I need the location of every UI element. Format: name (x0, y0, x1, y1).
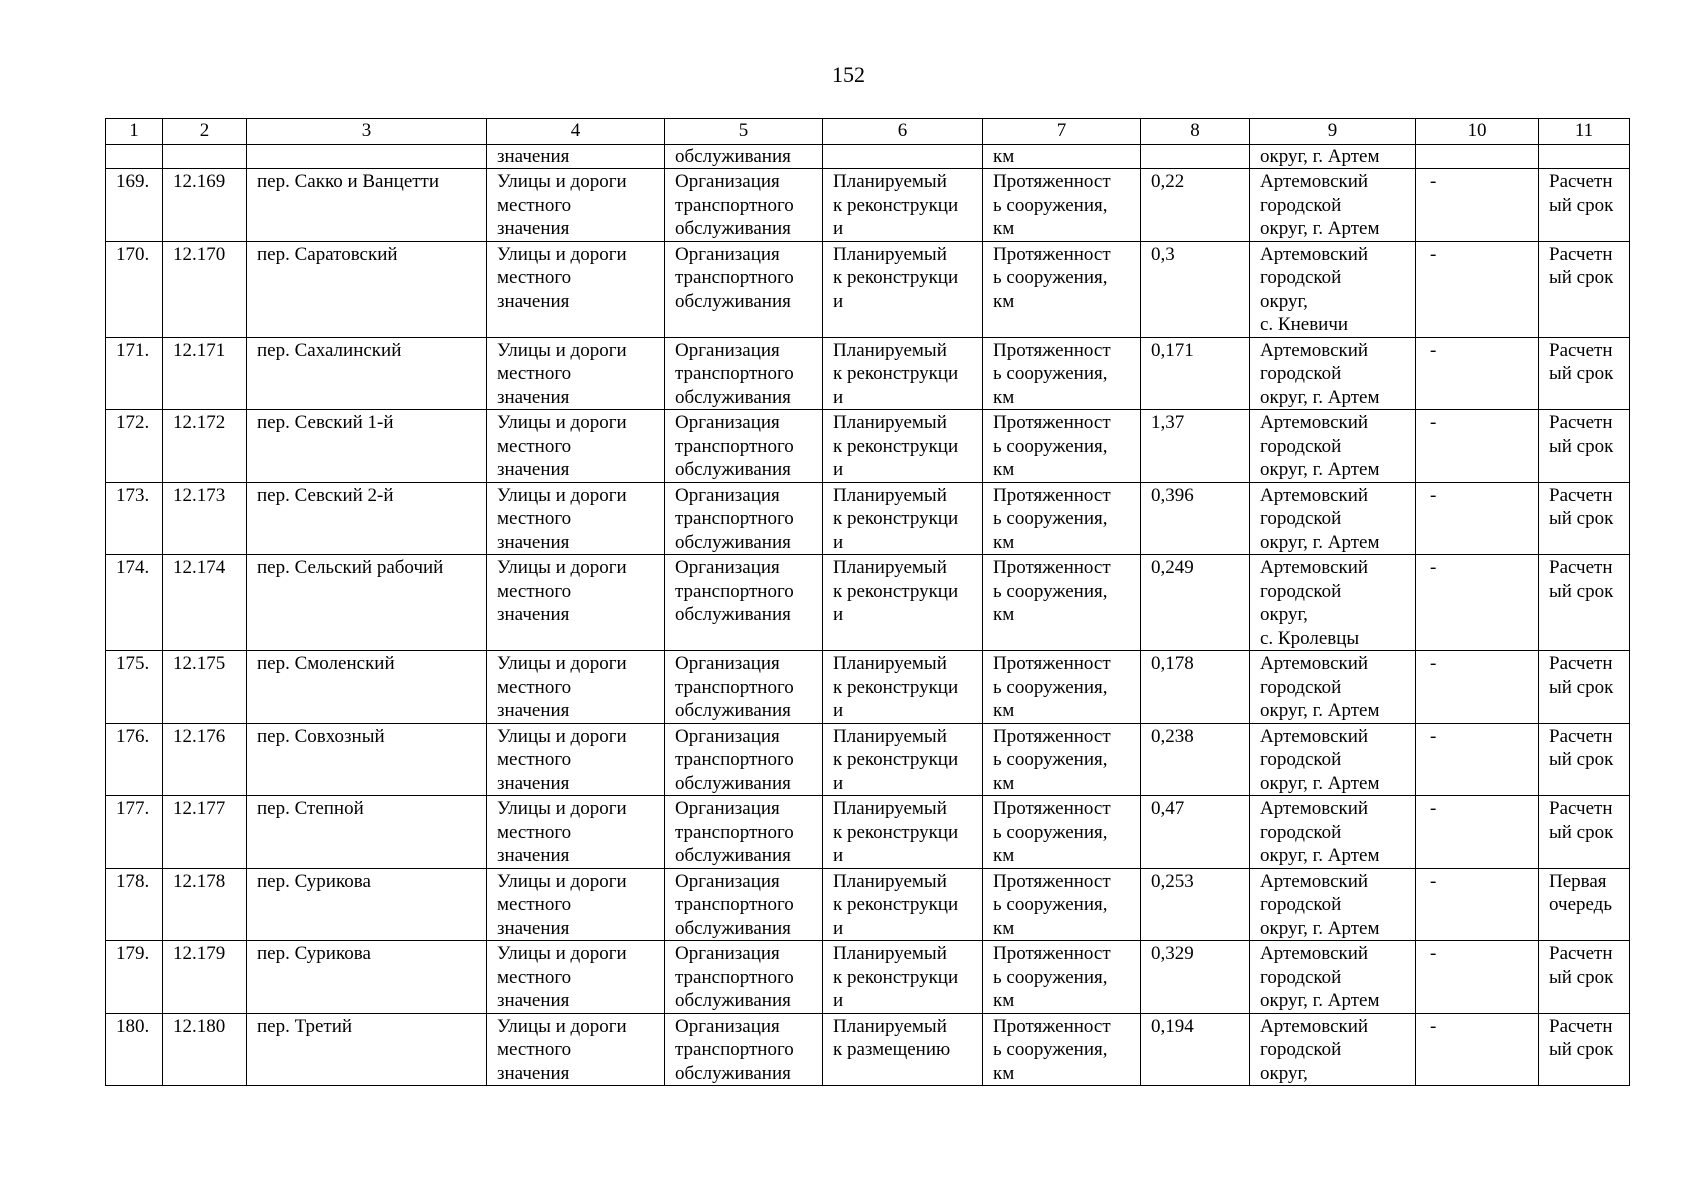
row-number-cell: 179. (106, 941, 163, 1014)
characteristic-cell: Протяженност ь сооружения, км (983, 1013, 1141, 1086)
table-cell (1141, 145, 1250, 169)
characteristic-cell: Протяженност ь сооружения, км (983, 796, 1141, 869)
characteristic-cell: Протяженност ь сооружения, км (983, 651, 1141, 724)
status-cell: Планируемый к реконструкци и (823, 337, 983, 410)
purpose-cell: Организация транспортного обслуживания (665, 941, 823, 1014)
value-cell: 0,3 (1141, 241, 1250, 337)
table-row (106, 796, 1630, 869)
table-cell: округ, г. Артем (1250, 145, 1416, 169)
object-type-cell: Улицы и дороги местного значения (487, 868, 665, 941)
value-cell: 0,178 (1141, 651, 1250, 724)
zone-cell: - (1416, 796, 1539, 869)
object-name-cell: пер. Сурикова (247, 941, 487, 1014)
table-row (106, 241, 1630, 337)
zone-cell: - (1416, 241, 1539, 337)
row-number-cell: 170. (106, 241, 163, 337)
header-row (106, 119, 1630, 145)
table-row (106, 1013, 1630, 1086)
value-cell: 0,249 (1141, 555, 1250, 651)
purpose-cell: Организация транспортного обслуживания (665, 796, 823, 869)
object-name-cell: пер. Смоленский (247, 651, 487, 724)
term-cell: Расчетн ый срок (1539, 169, 1630, 242)
status-cell: Планируемый к реконструкци и (823, 941, 983, 1014)
characteristic-cell: Протяженност ь сооружения, км (983, 868, 1141, 941)
column-header: 4 (487, 119, 665, 145)
characteristic-cell: Протяженност ь сооружения, км (983, 410, 1141, 483)
value-cell: 0,47 (1141, 796, 1250, 869)
object-type-cell: Улицы и дороги местного значения (487, 169, 665, 242)
table-row (106, 941, 1630, 1014)
status-cell: Планируемый к реконструкци и (823, 723, 983, 796)
characteristic-cell: Протяженност ь сооружения, км (983, 169, 1141, 242)
column-header: 2 (163, 119, 247, 145)
object-code-cell: 12.177 (163, 796, 247, 869)
object-type-cell: Улицы и дороги местного значения (487, 1013, 665, 1086)
zone-cell: - (1416, 482, 1539, 555)
purpose-cell: Организация транспортного обслуживания (665, 482, 823, 555)
term-cell: Расчетн ый срок (1539, 796, 1630, 869)
object-code-cell: 12.169 (163, 169, 247, 242)
table-cell (247, 145, 487, 169)
status-cell: Планируемый к реконструкци и (823, 868, 983, 941)
table-row (106, 868, 1630, 941)
table-row (106, 169, 1630, 242)
table-row (106, 723, 1630, 796)
location-cell: Артемовский городской округ, г. Артем (1250, 941, 1416, 1014)
zone-cell: - (1416, 651, 1539, 724)
row-number-cell: 169. (106, 169, 163, 242)
object-name-cell: пер. Третий (247, 1013, 487, 1086)
object-name-cell: пер. Севский 1-й (247, 410, 487, 483)
location-cell: Артемовский городской округ, с. Кневичи (1250, 241, 1416, 337)
zone-cell: - (1416, 941, 1539, 1014)
location-cell: Артемовский городской округ, г. Артем (1250, 410, 1416, 483)
status-cell: Планируемый к реконструкци и (823, 482, 983, 555)
value-cell: 0,253 (1141, 868, 1250, 941)
status-cell: Планируемый к реконструкци и (823, 241, 983, 337)
value-cell: 0,329 (1141, 941, 1250, 1014)
table-row (106, 410, 1630, 483)
term-cell: Расчетн ый срок (1539, 1013, 1630, 1086)
row-number-cell: 177. (106, 796, 163, 869)
zone-cell: - (1416, 169, 1539, 242)
object-code-cell: 12.170 (163, 241, 247, 337)
column-header: 9 (1250, 119, 1416, 145)
status-cell: Планируемый к реконструкци и (823, 555, 983, 651)
column-header: 10 (1416, 119, 1539, 145)
table-cell (1416, 145, 1539, 169)
purpose-cell: Организация транспортного обслуживания (665, 868, 823, 941)
object-type-cell: Улицы и дороги местного значения (487, 651, 665, 724)
table-row (106, 651, 1630, 724)
term-cell: Расчетн ый срок (1539, 337, 1630, 410)
characteristic-cell: Протяженност ь сооружения, км (983, 941, 1141, 1014)
object-code-cell: 12.174 (163, 555, 247, 651)
table-cell (163, 145, 247, 169)
zone-cell: - (1416, 723, 1539, 796)
zone-cell: - (1416, 555, 1539, 651)
object-type-cell: Улицы и дороги местного значения (487, 337, 665, 410)
object-name-cell: пер. Сурикова (247, 868, 487, 941)
object-type-cell: Улицы и дороги местного значения (487, 482, 665, 555)
object-name-cell: пер. Севский 2-й (247, 482, 487, 555)
object-code-cell: 12.179 (163, 941, 247, 1014)
object-name-cell: пер. Сакко и Ванцетти (247, 169, 487, 242)
purpose-cell: Организация транспортного обслуживания (665, 169, 823, 242)
zone-cell: - (1416, 868, 1539, 941)
table-row (106, 482, 1630, 555)
object-code-cell: 12.171 (163, 337, 247, 410)
value-cell: 0,238 (1141, 723, 1250, 796)
purpose-cell: Организация транспортного обслуживания (665, 723, 823, 796)
column-header: 6 (823, 119, 983, 145)
table-row (106, 337, 1630, 410)
value-cell: 0,194 (1141, 1013, 1250, 1086)
term-cell: Расчетн ый срок (1539, 723, 1630, 796)
zone-cell: - (1416, 410, 1539, 483)
status-cell: Планируемый к реконструкци и (823, 410, 983, 483)
characteristic-cell: Протяженност ь сооружения, км (983, 723, 1141, 796)
term-cell: Расчетн ый срок (1539, 941, 1630, 1014)
row-number-cell: 171. (106, 337, 163, 410)
purpose-cell: Организация транспортного обслуживания (665, 555, 823, 651)
characteristic-cell: Протяженност ь сооружения, км (983, 337, 1141, 410)
value-cell: 0,22 (1141, 169, 1250, 242)
object-type-cell: Улицы и дороги местного значения (487, 796, 665, 869)
object-name-cell: пер. Степной (247, 796, 487, 869)
continuation-row (106, 145, 1630, 169)
column-header: 3 (247, 119, 487, 145)
object-code-cell: 12.175 (163, 651, 247, 724)
object-type-cell: Улицы и дороги местного значения (487, 941, 665, 1014)
table-cell (1539, 145, 1630, 169)
object-type-cell: Улицы и дороги местного значения (487, 410, 665, 483)
row-number-cell: 176. (106, 723, 163, 796)
column-header: 1 (106, 119, 163, 145)
location-cell: Артемовский городской округ, г. Артем (1250, 868, 1416, 941)
object-code-cell: 12.178 (163, 868, 247, 941)
term-cell: Расчетн ый срок (1539, 482, 1630, 555)
location-cell: Артемовский городской округ, г. Артем (1250, 482, 1416, 555)
purpose-cell: Организация транспортного обслуживания (665, 337, 823, 410)
table-row (106, 555, 1630, 651)
characteristic-cell: Протяженност ь сооружения, км (983, 555, 1141, 651)
table-cell: значения (487, 145, 665, 169)
row-number-cell: 175. (106, 651, 163, 724)
row-number-cell: 180. (106, 1013, 163, 1086)
status-cell: Планируемый к реконструкци и (823, 169, 983, 242)
status-cell: Планируемый к реконструкци и (823, 796, 983, 869)
object-code-cell: 12.172 (163, 410, 247, 483)
column-header: 8 (1141, 119, 1250, 145)
object-type-cell: Улицы и дороги местного значения (487, 723, 665, 796)
column-header: 11 (1539, 119, 1630, 145)
object-name-cell: пер. Совхозный (247, 723, 487, 796)
table-cell: км (983, 145, 1141, 169)
location-cell: Артемовский городской округ, г. Артем (1250, 651, 1416, 724)
object-name-cell: пер. Сельский рабочий (247, 555, 487, 651)
location-cell: Артемовский городской округ, г. Артем (1250, 723, 1416, 796)
column-header: 5 (665, 119, 823, 145)
object-code-cell: 12.173 (163, 482, 247, 555)
term-cell: Первая очередь (1539, 868, 1630, 941)
table-cell: обслуживания (665, 145, 823, 169)
characteristic-cell: Протяженност ь сооружения, км (983, 241, 1141, 337)
location-cell: Артемовский городской округ, г. Артем (1250, 796, 1416, 869)
row-number-cell: 178. (106, 868, 163, 941)
row-number-cell: 174. (106, 555, 163, 651)
location-cell: Артемовский городской округ, г. Артем (1250, 337, 1416, 410)
object-name-cell: пер. Саратовский (247, 241, 487, 337)
object-type-cell: Улицы и дороги местного значения (487, 555, 665, 651)
purpose-cell: Организация транспортного обслуживания (665, 651, 823, 724)
value-cell: 0,396 (1141, 482, 1250, 555)
value-cell: 1,37 (1141, 410, 1250, 483)
term-cell: Расчетн ый срок (1539, 241, 1630, 337)
data-table (105, 118, 1630, 1086)
page-number: 152 (832, 62, 865, 87)
term-cell: Расчетн ый срок (1539, 651, 1630, 724)
object-type-cell: Улицы и дороги местного значения (487, 241, 665, 337)
purpose-cell: Организация транспортного обслуживания (665, 1013, 823, 1086)
object-code-cell: 12.180 (163, 1013, 247, 1086)
object-code-cell: 12.176 (163, 723, 247, 796)
value-cell: 0,171 (1141, 337, 1250, 410)
zone-cell: - (1416, 337, 1539, 410)
characteristic-cell: Протяженност ь сооружения, км (983, 482, 1141, 555)
purpose-cell: Организация транспортного обслуживания (665, 241, 823, 337)
table-cell (823, 145, 983, 169)
column-header: 7 (983, 119, 1141, 145)
row-number-cell: 173. (106, 482, 163, 555)
zone-cell: - (1416, 1013, 1539, 1086)
object-name-cell: пер. Сахалинский (247, 337, 487, 410)
location-cell: Артемовский городской округ, (1250, 1013, 1416, 1086)
term-cell: Расчетн ый срок (1539, 410, 1630, 483)
row-number-cell: 172. (106, 410, 163, 483)
table-cell (106, 145, 163, 169)
location-cell: Артемовский городской округ, с. Кролевцы (1250, 555, 1416, 651)
term-cell: Расчетн ый срок (1539, 555, 1630, 651)
status-cell: Планируемый к реконструкци и (823, 651, 983, 724)
status-cell: Планируемый к размещению (823, 1013, 983, 1086)
location-cell: Артемовский городской округ, г. Артем (1250, 169, 1416, 242)
purpose-cell: Организация транспортного обслуживания (665, 410, 823, 483)
